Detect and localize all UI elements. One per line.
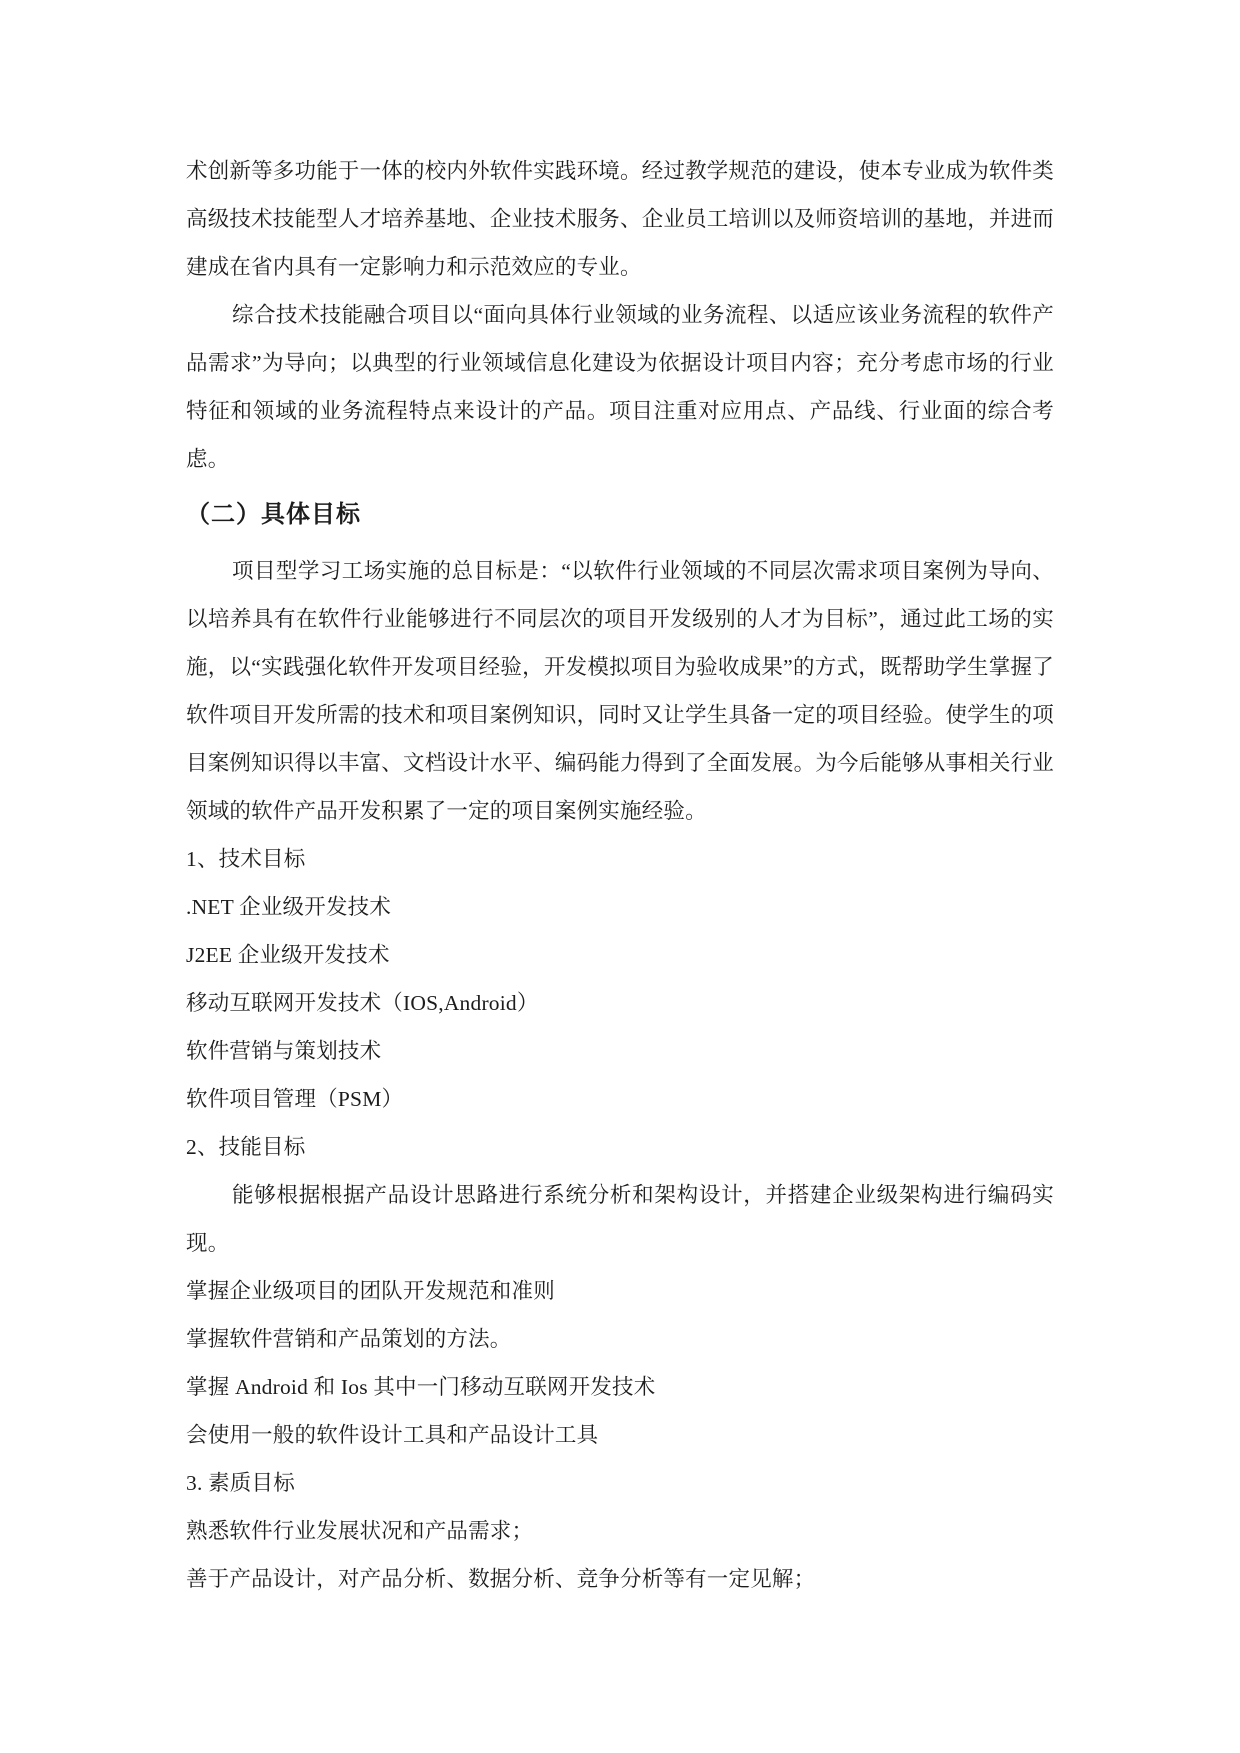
list-subitem-marketing-methods: 掌握软件营销和产品策划的方法。 [186,1327,512,1351]
list-item-quality-goals: 3. 素质目标 [186,1471,295,1495]
section-heading-specific-goals: （二）具体目标 [186,501,361,528]
list-subitem-software-marketing: 软件营销与策划技术 [186,1039,382,1063]
paragraph-skill-description: 能够根据根据产品设计思路进行系统分析和架构设计，并搭建企业级架构进行编码实现。 [186,1183,1054,1255]
list-subitem-product-design: 善于产品设计，对产品分析、数据分析、竞争分析等有一定见解； [186,1567,816,1591]
list-subitem-mobile-dev: 移动互联网开发技术（IOS,Android） [186,991,539,1015]
list-subitem-j2ee: J2EE 企业级开发技术 [186,943,390,967]
paragraph-practice-environment: 术创新等多功能于一体的校内外软件实践环境。经过教学规范的建设，使本专业成为软件类高级技术技能型人才培养基地、企业技术服务、企业员工培训以及师资培训的基地，并进而建成在省内具有一定影响力和示范效应的专业。 [186,159,1055,279]
list-subitem-dotnet: .NET 企业级开发技术 [186,895,392,919]
list-subitem-design-tools: 会使用一般的软件设计工具和产品设计工具 [186,1423,599,1447]
list-item-technical-goals: 1、技术目标 [186,847,306,871]
document-body [186,147,1054,1603]
list-subitem-industry-knowledge: 熟悉软件行业发展状况和产品需求； [186,1519,534,1543]
paragraph-overall-goal: 项目型学习工场实施的总目标是：“以软件行业领域的不同层次需求项目案例为导向、以培养具有在软件行业能够进行不同层次的项目开发级别的人才为目标”，通过此工场的实施，以“实践强化软件开发项目经验，开发模拟项目为验收成果”的方式，既帮助学生掌握了软件项目开发所需的技术和项目案例知识，同时又让学生具备一定的项目经验。使学生的项目案例知识得以丰富、文档设计水平、编码能力得到了全面发展。为今后能够从事相关行业领域的软件产品开发积累了一定的项目案例实施经验。 [186,559,1055,823]
list-subitem-team-standards: 掌握企业级项目的团队开发规范和准则 [186,1279,555,1303]
paragraph-integrated-project: 综合技术技能融合项目以“面向具体行业领域的业务流程、以适应该业务流程的软件产品需求”为导向；以典型的行业领域信息化建设为依据设计项目内容；充分考虑市场的行业特征和领域的业务流程特点来设计的产品。项目注重对应用点、产品线、行业面的综合考虑。 [186,303,1054,471]
list-subitem-android-ios: 掌握 Android 和 Ios 其中一门移动互联网开发技术 [186,1375,656,1399]
list-item-skill-goals: 2、技能目标 [186,1135,306,1159]
list-subitem-project-management: 软件项目管理（PSM） [186,1087,404,1111]
